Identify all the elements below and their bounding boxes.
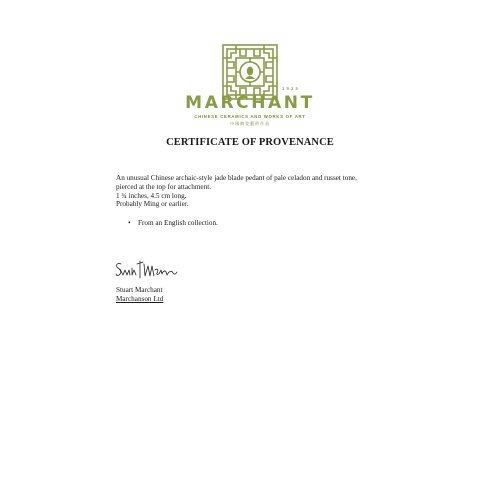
provenance-text: From an English collection. bbox=[138, 219, 218, 227]
description-line: Probably Ming or earlier. bbox=[116, 200, 189, 209]
marchant-logo bbox=[222, 44, 278, 100]
signer-name: Stuart Marchant bbox=[116, 286, 163, 294]
handwritten-signature bbox=[114, 258, 178, 284]
brand-tagline: CHINESE CERAMICS AND WORKS OF ART bbox=[194, 114, 306, 119]
signer-company: Marchanson Ltd bbox=[116, 294, 164, 303]
item-description bbox=[116, 174, 406, 209]
description-line: 1 ¾ inches, 4.5 cm long. bbox=[116, 191, 187, 200]
founding-year: 1925 bbox=[282, 86, 301, 91]
brand-chinese-tagline: 中國陶瓷藝術作品 bbox=[230, 121, 270, 126]
description-line: pierced at the top for attachment. bbox=[116, 182, 211, 191]
list-item bbox=[128, 219, 218, 227]
signer-block bbox=[116, 286, 163, 303]
certificate-title: CERTIFICATE OF PROVENANCE bbox=[166, 137, 334, 148]
bullet-icon: • bbox=[128, 219, 131, 227]
description-line: An unusual Chinese archaic-style jade blade pedant of pale celadon and russet tone, bbox=[116, 174, 357, 182]
brand-name: MARCHANT bbox=[185, 93, 315, 113]
provenance-list bbox=[128, 219, 218, 227]
